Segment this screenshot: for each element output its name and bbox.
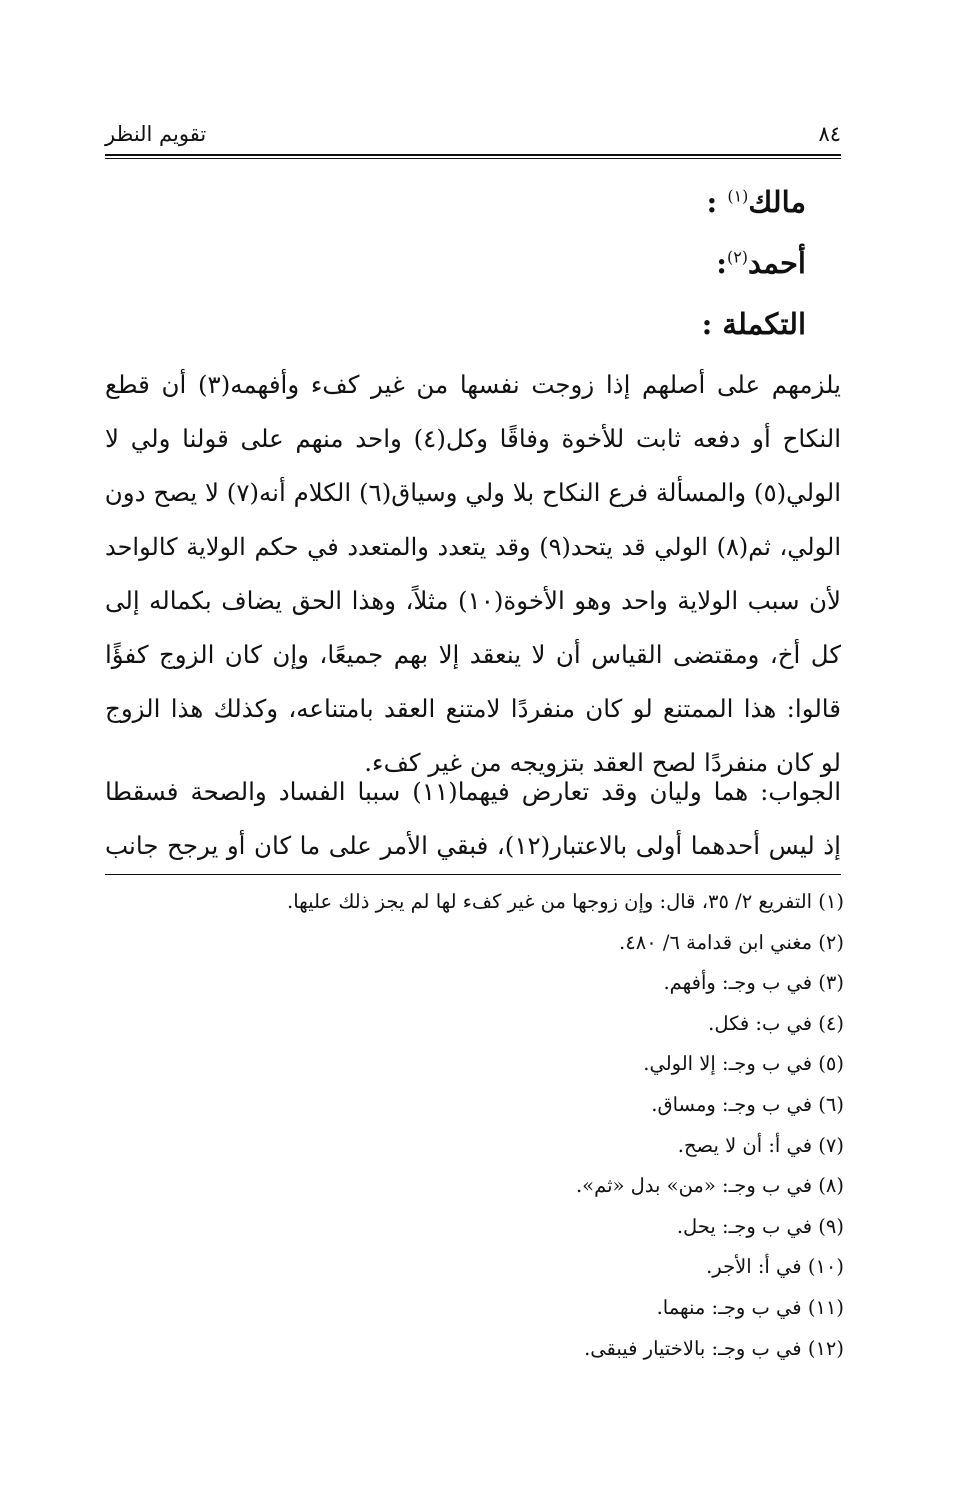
footnote-separator [105, 874, 841, 875]
footnote: (٢) مغني ابن قدامة ٦/ ٤٨٠. [619, 930, 844, 954]
text-line: كل أخ، ومقتضى القياس أن لا ينعقد إلا بهم جميعًا، وإن كان الزوج كفؤًا [105, 640, 841, 669]
heading-takmila: التكملة : [701, 307, 806, 341]
body-paragraph-1 [105, 358, 841, 790]
heading-ahmad: أحمد$^{(٢)}$: [716, 246, 806, 280]
footnote: (٤) في ب: فكل. [708, 1011, 844, 1035]
page-number: ٨٤ [818, 122, 841, 146]
footnote: (١) التفريع ٢/ ٣٥، قال: وإن زوجها من غير كفء لها لم يجز ذلك عليها. [287, 890, 844, 913]
footnote: (١٢) في ب وجـ: بالاختيار فيبقى. [584, 1336, 844, 1360]
text-line: إذ ليس أحدهما أولى بالاعتبار(١٢)، فبقي الأمر على ما كان أو يرجح جانب [105, 831, 841, 860]
text-line: الجواب: هما وليان وقد تعارض فيهما(١١) سببا الفساد والصحة فسقطا [105, 777, 841, 806]
text-line: قالوا: هذا الممتنع لو كان منفردًا لامتنع العقد بامتناعه، وكذلك هذا الزوج [105, 694, 841, 723]
footnote: (١١) في ب وجـ: منهما. [656, 1295, 844, 1319]
footnote: (٧) في أ: أن لا يصح. [677, 1133, 844, 1157]
text-line: الولي(٥) والمسألة فرع النكاح بلا ولي وسياق(٦) الكلام أنه(٧) لا يصح دون [104, 478, 841, 507]
text-line: النكاح أو دفعه ثابت للأخوة وفاقًا وكل(٤) واحد منهم على قولنا ولي لا [105, 424, 841, 453]
body-paragraph-2 [105, 765, 841, 873]
footnote: (٦) في ب وجـ: ومساق. [651, 1092, 844, 1116]
footnote-ref: (٢) [727, 247, 749, 267]
footnote: (٩) في ب وجـ: يحل. [676, 1214, 844, 1238]
header-rule [105, 154, 841, 156]
header-rule-thin [105, 158, 841, 159]
text-line: الولي، ثم(٨) الولي قد يتحد(٩) وقد يتعدد والمتعدد في حكم الولاية كالواحد [105, 533, 842, 561]
text-line: يلزمهم على أصلهم إذا زوجت نفسها من غير كفء وأفهمه(٣) أن قطع [105, 370, 841, 399]
page-header [105, 118, 841, 150]
footnote-ref: (١) [727, 186, 749, 206]
text-line: لأن سبب الولاية واحد وهو الأخوة(١٠) مثلاً، وهذا الحق يضاف بكماله إلى [105, 586, 842, 615]
footnote: (٨) في ب وجـ: «من» بدل «ثم». [575, 1174, 844, 1198]
footnote: (٥) في ب وجـ: إلا الولي. [643, 1052, 844, 1076]
running-title: تقويم النظر [105, 122, 207, 146]
footnotes [287, 882, 844, 1369]
footnote: (٣) في ب وجـ: وأفهم. [663, 971, 844, 995]
heading-malik: مالك$^{(١)}$ : [706, 185, 806, 219]
footnote: (١٠) في أ: الأجر. [706, 1255, 844, 1279]
text-line: لو كان منفردًا لصح العقد بتزويجه من غير كفء. [364, 748, 841, 777]
